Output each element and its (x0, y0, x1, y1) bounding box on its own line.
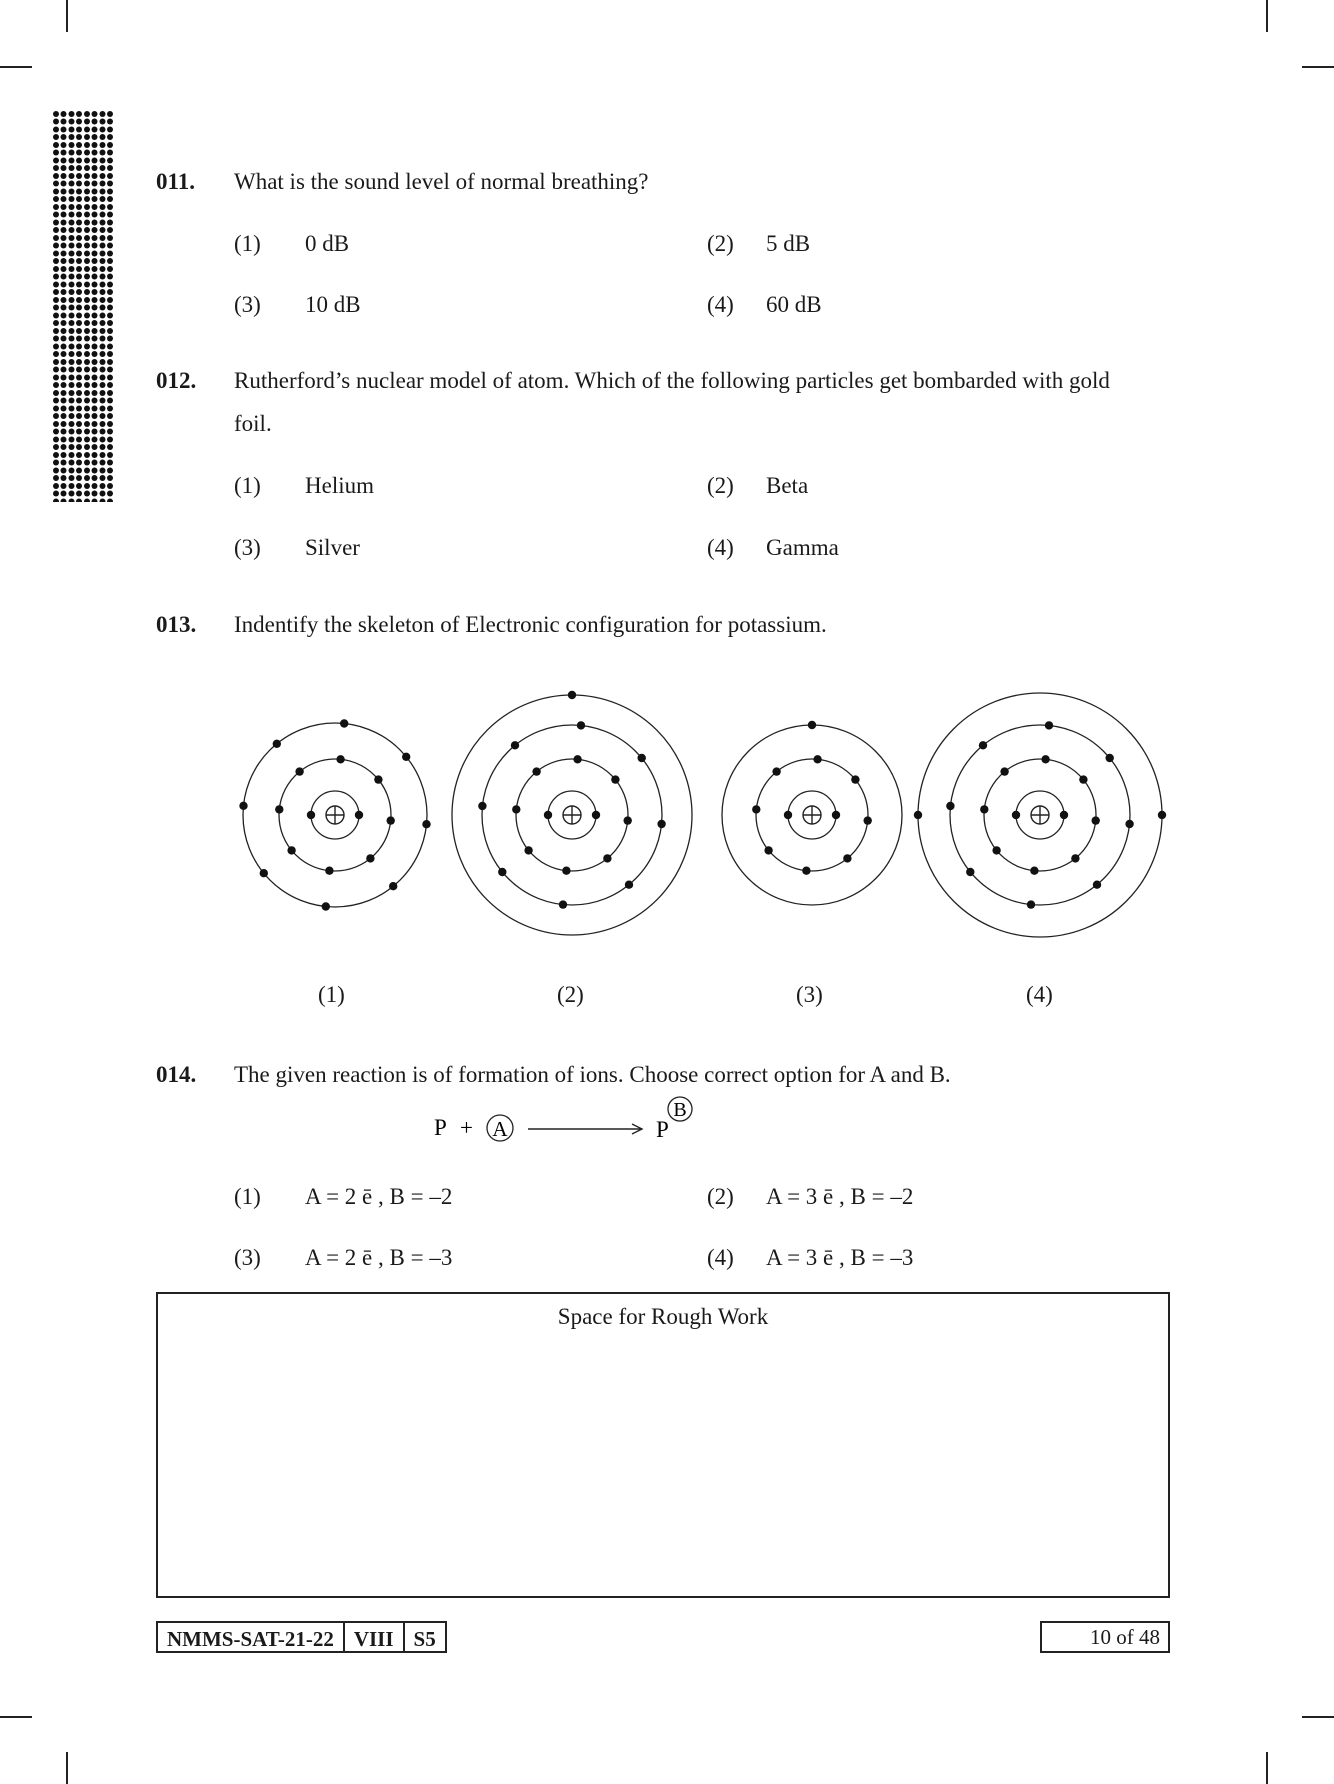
electron (843, 854, 851, 862)
footer-code-box (156, 1621, 447, 1653)
question-text-line: Rutherford’s nuclear model of atom. Which of the following particles get bombarded with gold (234, 368, 1110, 393)
electron (524, 846, 532, 854)
option-text: Silver (305, 535, 360, 560)
page-number: 10 of 48 (1040, 1621, 1170, 1653)
plus-sign: + (460, 1115, 473, 1140)
electron (784, 811, 792, 819)
electron (1071, 854, 1079, 862)
option-number: (4) (707, 292, 734, 317)
electron (625, 881, 633, 889)
electron (1125, 820, 1133, 828)
question-text-line: foil. (234, 411, 272, 436)
electron (512, 805, 520, 813)
reaction-equation (420, 1095, 720, 1155)
set-label: S5 (403, 1623, 445, 1651)
option-number: (1) (234, 1184, 261, 1209)
electron (764, 846, 772, 854)
option-text: A = 3 ē , B = –2 (766, 1184, 914, 1209)
option-text: 0 dB (305, 231, 350, 256)
electron (772, 767, 780, 775)
electron (638, 754, 646, 762)
electron (1092, 816, 1100, 824)
rough-work-title: Space for Rough Work (557, 1304, 769, 1329)
electron (544, 811, 552, 819)
electron (1012, 811, 1020, 819)
option-number: (1) (234, 231, 261, 256)
electron (389, 882, 397, 890)
electron (577, 721, 585, 729)
option-text: A = 2 ē , B = –3 (305, 1245, 453, 1270)
electron (592, 811, 600, 819)
option-number: (2) (707, 473, 734, 498)
electron (813, 755, 821, 763)
variable-b: B (673, 1099, 687, 1121)
electron (864, 816, 872, 824)
decorative-border-pattern (52, 110, 114, 502)
option-number: (2) (707, 231, 734, 256)
option-text: Beta (766, 473, 809, 498)
electron (287, 846, 295, 854)
electron (1027, 900, 1035, 908)
electron (966, 868, 974, 876)
electron (1158, 811, 1166, 819)
question-text: The given reaction is of formation of ions. Choose correct option for A and B. (234, 1062, 951, 1087)
crop-mark (1266, 1752, 1268, 1784)
electron (1000, 767, 1008, 775)
option-text: 10 dB (305, 292, 361, 317)
electron (559, 900, 567, 908)
figure-label: (4) (1026, 982, 1053, 1007)
electron (611, 775, 619, 783)
question-number: 012. (156, 368, 197, 393)
electron (1106, 754, 1114, 762)
figure-label: (2) (557, 982, 584, 1007)
option-text: A = 2 ē , B = –2 (305, 1184, 453, 1209)
option-number: (3) (234, 1245, 261, 1270)
rough-work-box (156, 1292, 1170, 1598)
electron (239, 802, 247, 810)
atom-diagram (914, 693, 1166, 937)
option-text: Gamma (766, 535, 839, 560)
variable-a: A (492, 1117, 508, 1141)
option-number: (2) (707, 1184, 734, 1209)
electron (1045, 721, 1053, 729)
crop-mark (0, 66, 32, 68)
electron (478, 802, 486, 810)
option-number: (1) (234, 473, 261, 498)
atom-diagram (239, 719, 430, 910)
option-number: (4) (707, 1245, 734, 1270)
electron (374, 775, 382, 783)
electron (322, 902, 330, 910)
figure-label: (1) (318, 982, 345, 1007)
crop-mark (66, 0, 68, 32)
option-text: A = 3 ē , B = –3 (766, 1245, 914, 1270)
electron (808, 721, 816, 729)
electron (295, 767, 303, 775)
electron (1079, 775, 1087, 783)
figure-label: (3) (796, 982, 823, 1007)
option-number: (3) (234, 535, 261, 560)
atom-diagrams (0, 680, 1334, 950)
question-text (234, 359, 1184, 445)
electron (340, 719, 348, 727)
question-number: 011. (156, 169, 195, 194)
question-number: 013. (156, 612, 197, 637)
crop-mark (66, 1752, 68, 1784)
electron (802, 867, 810, 875)
electron (657, 820, 665, 828)
electron (273, 740, 281, 748)
product-p: P (656, 1117, 669, 1142)
electron (562, 867, 570, 875)
electron (946, 802, 954, 810)
electron (307, 811, 315, 819)
option-text: Helium (305, 473, 374, 498)
electron (325, 867, 333, 875)
electron (532, 767, 540, 775)
electron (568, 691, 576, 699)
electron (752, 805, 760, 813)
electron (260, 869, 268, 877)
electron (275, 805, 283, 813)
electron (851, 775, 859, 783)
electron (498, 868, 506, 876)
electron (387, 816, 395, 824)
electron (573, 755, 581, 763)
option-number: (3) (234, 292, 261, 317)
atom-diagram (452, 691, 692, 935)
electron (511, 741, 519, 749)
crop-mark (1266, 0, 1268, 32)
option-number: (4) (707, 535, 734, 560)
electron (402, 753, 410, 761)
question-text: What is the sound level of normal breathing? (234, 169, 649, 194)
electron (603, 854, 611, 862)
atom-diagram (722, 721, 902, 905)
exam-code: NMMS-SAT-21-22 (167, 1627, 334, 1651)
electron (979, 741, 987, 749)
electron (1030, 867, 1038, 875)
question-text: Indentify the skeleton of Electronic configuration for potassium. (234, 612, 827, 637)
class-label: VIII (343, 1623, 403, 1651)
electron (422, 820, 430, 828)
option-text: 5 dB (766, 231, 811, 256)
electron (336, 755, 344, 763)
electron (366, 854, 374, 862)
electron (1041, 755, 1049, 763)
crop-mark (1302, 66, 1334, 68)
question-number: 014. (156, 1062, 197, 1087)
electron (624, 816, 632, 824)
crop-mark (0, 1716, 32, 1718)
reactant-p: P (434, 1115, 447, 1140)
option-text: 60 dB (766, 292, 822, 317)
electron (832, 811, 840, 819)
electron (992, 846, 1000, 854)
electron (914, 811, 922, 819)
electron (1060, 811, 1068, 819)
electron (980, 805, 988, 813)
electron (355, 811, 363, 819)
electron (1093, 881, 1101, 889)
crop-mark (1302, 1716, 1334, 1718)
